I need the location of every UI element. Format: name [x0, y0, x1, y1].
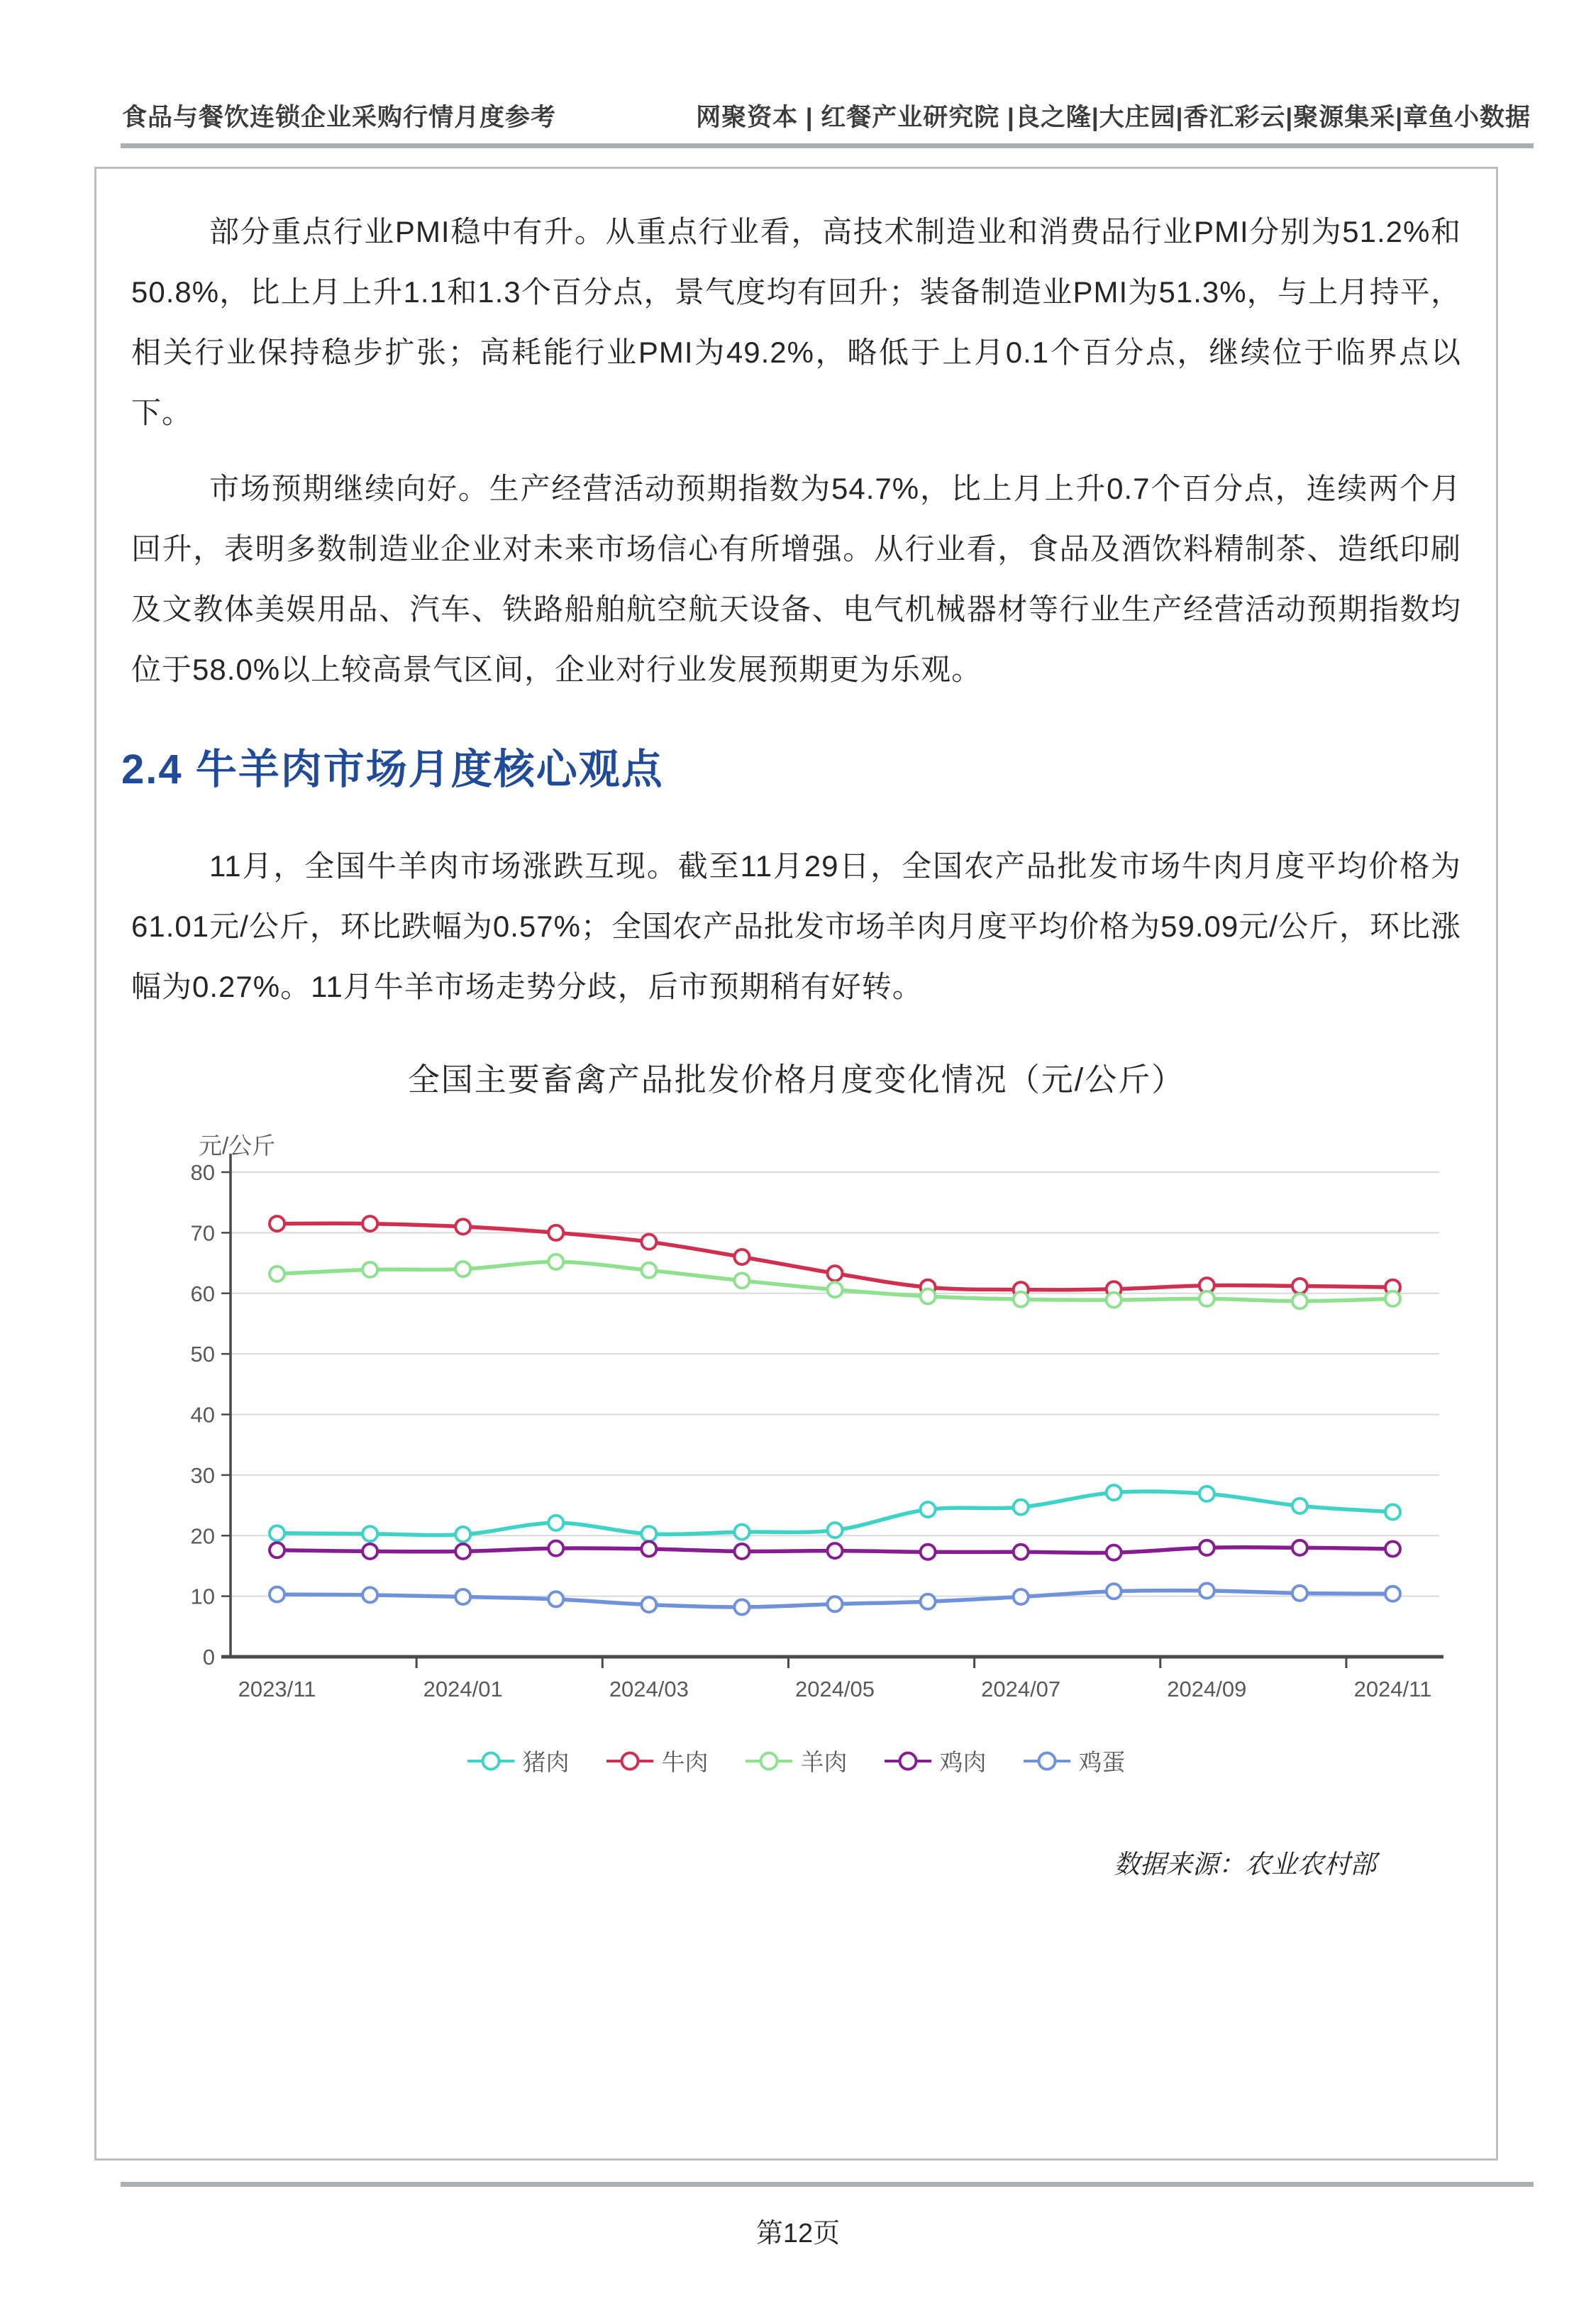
data-point-chicken — [548, 1541, 563, 1556]
data-point-pork — [1385, 1504, 1400, 1519]
data-point-beef — [548, 1225, 563, 1240]
data-point-mutton — [548, 1254, 563, 1269]
data-point-egg — [641, 1597, 656, 1612]
data-point-chicken — [641, 1542, 656, 1557]
svg-text:2023/11: 2023/11 — [238, 1677, 316, 1701]
data-point-pork — [1107, 1485, 1121, 1500]
series-pork — [270, 1485, 1400, 1542]
legend-label-egg: 鸡蛋 — [1078, 1749, 1126, 1775]
data-point-mutton — [1014, 1292, 1029, 1307]
data-point-chicken — [1107, 1545, 1121, 1560]
data-point-chicken — [1385, 1542, 1400, 1557]
legend-marker-pork-icon — [467, 1750, 514, 1772]
y-axis — [191, 1154, 231, 1670]
data-point-pork — [1199, 1486, 1214, 1501]
svg-text:2024/03: 2024/03 — [609, 1677, 689, 1701]
data-point-mutton — [1107, 1293, 1121, 1308]
footer-rule — [121, 2182, 1534, 2187]
data-point-beef — [362, 1216, 377, 1231]
data-point-mutton — [828, 1282, 843, 1297]
data-point-chicken — [921, 1545, 936, 1560]
data-point-egg — [1385, 1587, 1400, 1601]
paragraph-pmi-industries: 部分重点行业PMI稳中有升。从重点行业看，高技术制造业和消费品行业PMI分别为51.2%和50.8%，比上月上升1.1和1.3个百分点，景气度均有回升；装备制造业PMI为51.3%，与上月持平，相关行业保持稳步扩张；高耗能行业PMI为49.2%，略低于上月0.1个百分点，继续位于临界点以下。 — [131, 215, 1461, 429]
data-point-mutton — [734, 1273, 749, 1288]
svg-text:2024/07: 2024/07 — [981, 1677, 1061, 1701]
y-axis-unit-label: 元/公斤 — [199, 1132, 276, 1159]
svg-text:2024/09: 2024/09 — [1167, 1677, 1247, 1701]
data-point-beef — [734, 1249, 749, 1264]
legend-label-mutton: 羊肉 — [800, 1749, 848, 1775]
data-point-mutton — [641, 1263, 656, 1278]
data-point-egg — [1107, 1584, 1121, 1599]
data-point-pork — [734, 1525, 749, 1540]
data-point-egg — [1292, 1586, 1307, 1601]
data-point-chicken — [1014, 1545, 1029, 1560]
legend-item-egg — [1024, 1744, 1126, 1777]
svg-text:2024/11: 2024/11 — [1353, 1677, 1432, 1701]
data-point-mutton — [455, 1262, 470, 1276]
svg-text:2024/05: 2024/05 — [794, 1677, 875, 1701]
data-point-pork — [1014, 1500, 1029, 1515]
svg-text:60: 60 — [190, 1281, 215, 1306]
legend-marker-beef-icon — [606, 1750, 653, 1772]
legend-marker-mutton-icon — [746, 1750, 792, 1772]
data-point-beef — [270, 1216, 284, 1231]
svg-text:80: 80 — [190, 1160, 215, 1185]
data-point-mutton — [362, 1262, 377, 1277]
svg-text:20: 20 — [190, 1523, 215, 1549]
data-point-mutton — [270, 1267, 284, 1281]
data-point-egg — [921, 1594, 936, 1609]
data-point-egg — [270, 1587, 284, 1602]
data-point-chicken — [828, 1543, 843, 1558]
content-box — [94, 167, 1498, 2161]
data-point-beef — [828, 1266, 843, 1281]
data-point-pork — [1292, 1499, 1307, 1513]
header-rule — [121, 143, 1534, 148]
paragraph-market-expectation: 市场预期继续向好。生产经营活动预期指数为54.7%，比上月上升0.7个百分点，连续两个月回升，表明多数制造业企业对未来市场信心有所增强。从行业看，食品及酒饮料精制茶、造纸印刷及文教体美娱用品、汽车、铁路船舶航空航天设备、电气机械器材等行业生产经营活动预期指数均位于58.0%以上较高景气区间，企业对行业发展预期更为乐观。 — [131, 472, 1461, 686]
svg-text:0: 0 — [202, 1645, 215, 1670]
legend-label-pork: 猪肉 — [522, 1749, 570, 1775]
page-number: 第12页 — [755, 2219, 841, 2249]
data-point-chicken — [270, 1543, 284, 1557]
series-chicken — [270, 1540, 1400, 1560]
svg-text:30: 30 — [190, 1462, 215, 1488]
data-point-mutton — [1199, 1291, 1214, 1306]
chart-legend — [131, 1744, 1461, 1777]
page-header — [0, 0, 1596, 133]
chart-title: 全国主要畜禽产品批发价格月度变化情况（元/公斤） — [407, 1061, 1185, 1098]
legend-label-chicken: 鸡肉 — [939, 1749, 987, 1775]
data-point-pork — [828, 1523, 843, 1538]
data-point-pork — [455, 1527, 470, 1542]
svg-text:2024/01: 2024/01 — [423, 1677, 503, 1701]
series-egg — [270, 1583, 1400, 1614]
legend-item-chicken — [885, 1744, 987, 1777]
data-point-chicken — [1199, 1540, 1214, 1555]
legend-item-pork — [467, 1744, 570, 1777]
paragraph-beef-mutton-summary: 11月，全国牛羊肉市场涨跌互现。截至11月29日，全国农产品批发市场牛肉月度平均价格为61.01元/公斤，环比跌幅为0.57%；全国农产品批发市场羊肉月度平均价格为59.09元/公斤，环比涨幅为0.27%。11月牛羊市场走势分歧，后市预期稍有好转。 — [131, 849, 1461, 1003]
section-heading-2-4: 2.4 牛羊肉市场月度核心观点 — [121, 746, 664, 793]
data-point-pork — [362, 1526, 377, 1541]
data-point-egg — [362, 1587, 377, 1602]
header-partners: 网聚资本 | 红餐产业研究院 |良之隆|大庄园|香汇彩云|聚源集采|章鱼小数据 — [696, 104, 1531, 131]
data-point-beef — [455, 1219, 470, 1234]
data-point-egg — [828, 1596, 843, 1611]
legend-item-beef — [606, 1744, 709, 1777]
header-title: 食品与餐饮连锁企业采购行情月度参考 — [122, 104, 557, 131]
data-point-egg — [734, 1599, 749, 1614]
legend-item-mutton — [746, 1744, 848, 1777]
data-point-pork — [270, 1526, 284, 1540]
legend-label-beef: 牛肉 — [661, 1749, 709, 1775]
data-source-note: 数据来源：农业农村部 — [1114, 1850, 1376, 1880]
data-point-pork — [921, 1502, 936, 1517]
x-axis — [221, 1657, 1443, 1701]
svg-text:10: 10 — [190, 1584, 215, 1609]
data-point-chicken — [455, 1544, 470, 1559]
data-point-chicken — [1292, 1540, 1307, 1555]
data-point-mutton — [921, 1289, 936, 1304]
series-mutton — [270, 1254, 1400, 1308]
data-point-egg — [455, 1589, 470, 1604]
data-point-egg — [1014, 1589, 1029, 1604]
legend-marker-chicken-icon — [885, 1750, 931, 1772]
svg-text:70: 70 — [190, 1220, 215, 1246]
data-point-mutton — [1385, 1291, 1400, 1306]
legend-marker-egg-icon — [1024, 1750, 1070, 1772]
data-point-chicken — [734, 1544, 749, 1559]
svg-text:40: 40 — [190, 1402, 215, 1428]
data-point-mutton — [1292, 1293, 1307, 1308]
livestock-price-line-chart — [131, 1111, 1461, 1736]
svg-text:50: 50 — [190, 1342, 215, 1367]
data-point-chicken — [362, 1544, 377, 1559]
data-point-pork — [641, 1526, 656, 1541]
data-point-beef — [641, 1235, 656, 1249]
data-point-beef — [1292, 1279, 1307, 1293]
data-point-egg — [548, 1591, 563, 1606]
data-point-egg — [1199, 1583, 1214, 1598]
chart-block — [131, 1054, 1461, 1881]
data-point-pork — [548, 1516, 563, 1530]
